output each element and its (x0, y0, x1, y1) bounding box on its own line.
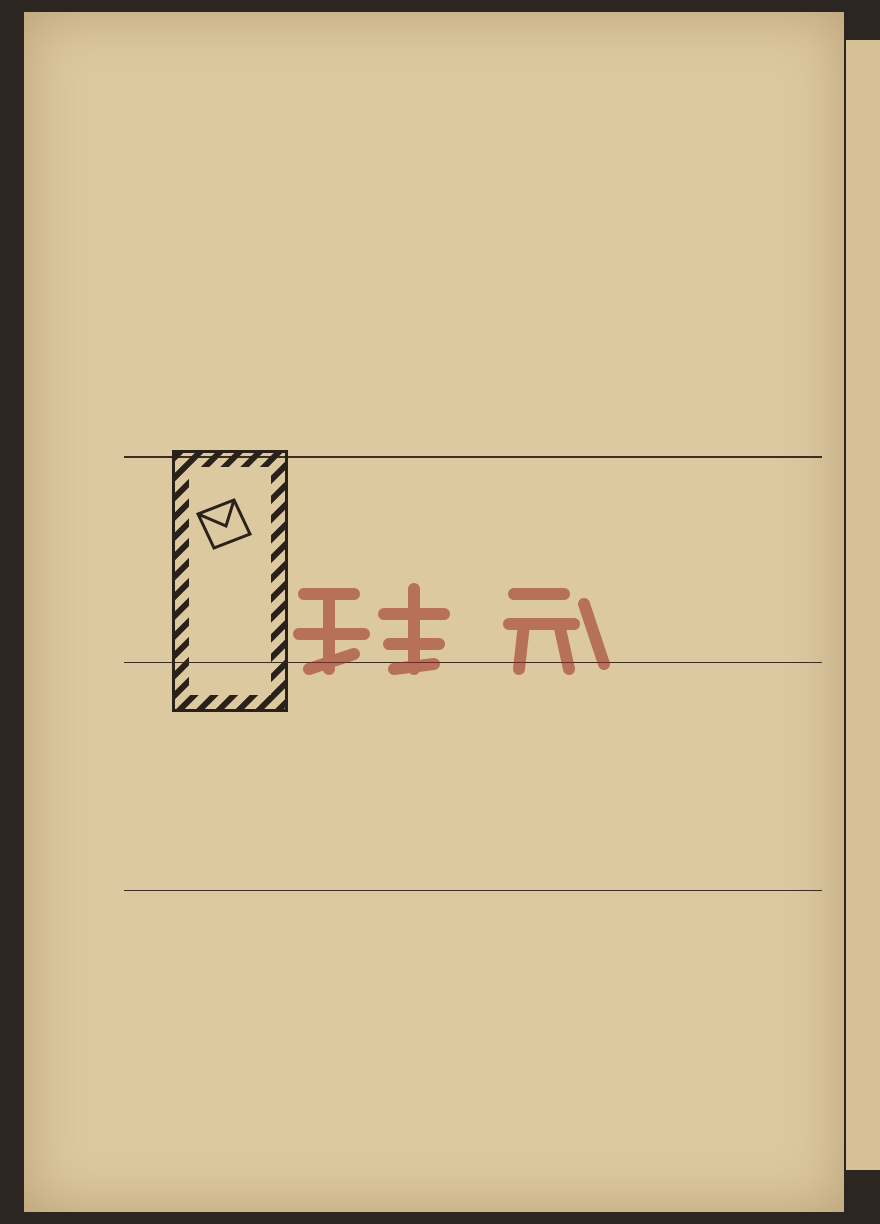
article1-title (778, 470, 812, 670)
article8-text (124, 900, 180, 1120)
envelope-icon (192, 494, 256, 558)
article8-title (184, 920, 246, 1130)
article1-text (646, 452, 748, 652)
news-briefs-title (444, 222, 484, 332)
article1-subtitle (752, 496, 776, 616)
article6-text (444, 900, 580, 1090)
article5-text (124, 688, 266, 888)
article5-title (270, 696, 318, 876)
article6-title (584, 910, 644, 1070)
outside-news-title (210, 578, 266, 688)
article7-text (342, 896, 440, 1076)
adjacent-page-edge (846, 40, 880, 1170)
article4-title (470, 702, 510, 862)
news-briefs-text (128, 212, 438, 452)
classmates-notice (646, 896, 822, 1136)
newspaper-page (24, 12, 844, 1212)
section-divider (124, 890, 822, 891)
arts-groups-article (494, 42, 812, 242)
collector-seal-stamp (284, 574, 624, 704)
